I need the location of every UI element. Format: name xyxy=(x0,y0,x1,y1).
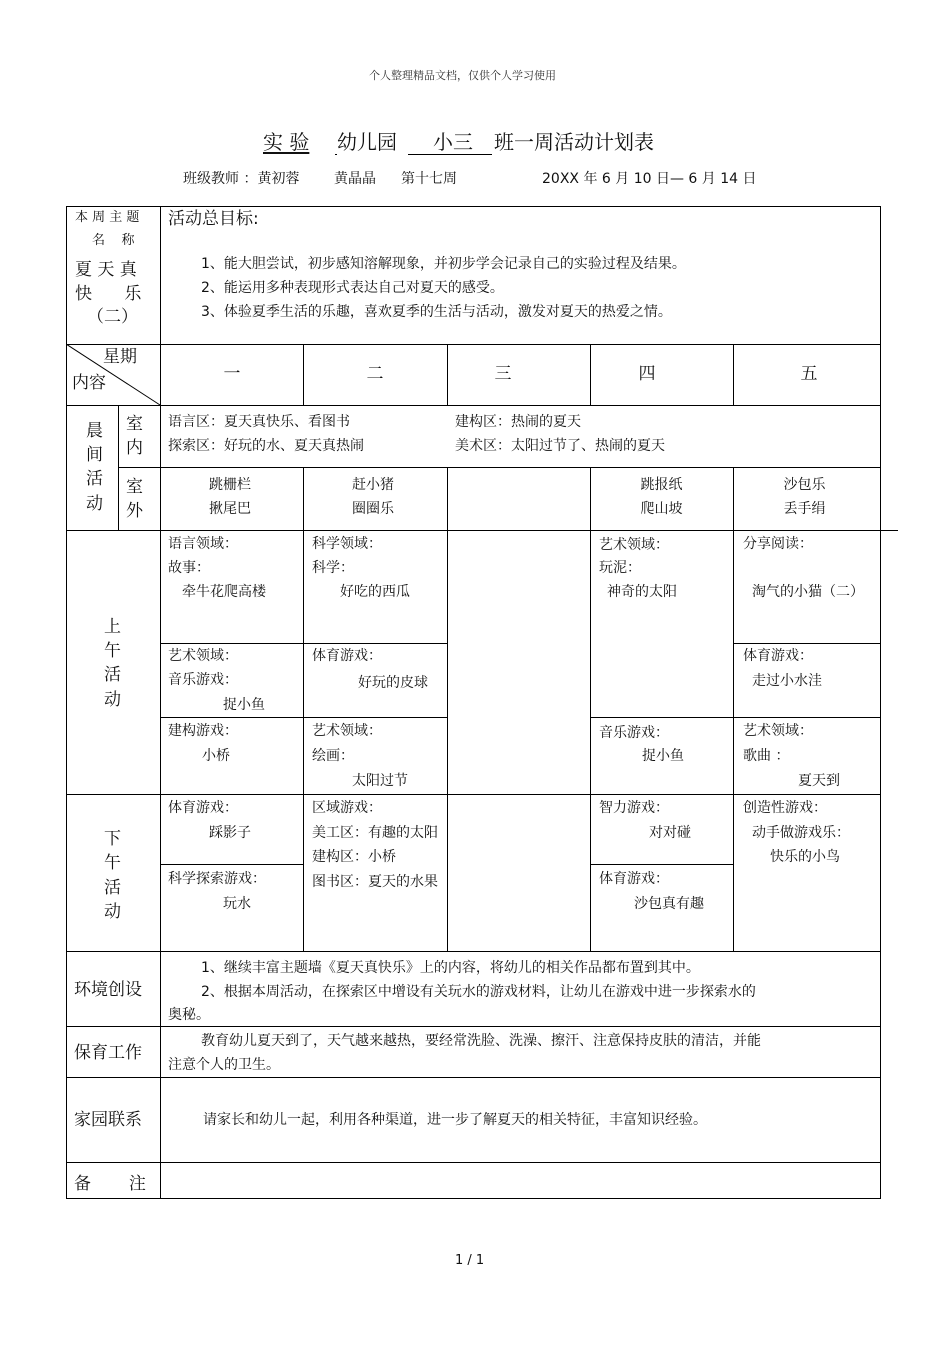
header-note: 个人整理精品文档，仅供个人学习使用 xyxy=(369,69,556,82)
title-underline-1 xyxy=(335,154,337,155)
outdoor-thu-1: 跳报纸 xyxy=(640,477,683,493)
title-part3: 小三 xyxy=(433,130,473,154)
pm-mon-r1-title: 踩影子 xyxy=(209,825,251,841)
corner-weekday-label: 星期 xyxy=(103,347,137,367)
pm-tue-type: 区域游戏： xyxy=(312,800,382,816)
indoor-area-construction: 建构区：热闹的夏天 xyxy=(455,414,581,430)
pm-mon-r2-type: 科学探索游戏： xyxy=(168,871,266,887)
am-tue-r1-type: 科学： xyxy=(312,560,354,576)
morning-label-4: 动 xyxy=(86,494,103,514)
day-header-thu: 四 xyxy=(638,364,656,384)
am-label-3: 活 xyxy=(104,665,121,685)
indoor-area-explore: 探索区：好玩的水、夏天真热闹 xyxy=(168,438,364,454)
pm-label-1: 下 xyxy=(104,829,121,849)
am-label-2: 午 xyxy=(104,641,121,661)
am-label-1: 上 xyxy=(104,617,121,637)
am-thu-r1-type: 玩泥： xyxy=(599,560,641,576)
pm-label-2: 午 xyxy=(104,853,121,873)
page-number: 1 / 1 xyxy=(455,1253,485,1268)
pm-tue-line3: 图书区：夏天的水果 xyxy=(312,874,438,890)
theme-name-line3: （二） xyxy=(87,307,138,327)
am-fri-r1-type: 分享阅读： xyxy=(743,536,813,552)
goal-item-1: 1、能大胆尝试，初步感知溶解现象，并初步学会记录自己的实验过程及结果。 xyxy=(201,256,686,272)
day-header-tue: 二 xyxy=(366,364,384,384)
am-tue-r2-title: 好玩的皮球 xyxy=(358,675,428,691)
pm-tue-line1: 美工区：有趣的太阳 xyxy=(312,825,438,841)
pm-mon-r1-type: 体育游戏： xyxy=(168,800,238,816)
outdoor-mon-1: 跳栅栏 xyxy=(209,477,251,493)
am-fri-r2-title: 走过小水洼 xyxy=(752,673,822,689)
pm-thu-r1-title: 对对碰 xyxy=(649,825,691,841)
am-mon-r3-title: 小桥 xyxy=(202,748,230,764)
am-thu-r3-title: 捉小鱼 xyxy=(642,748,684,764)
am-fri-r2-type: 体育游戏： xyxy=(743,648,813,664)
am-mon-r1-title: 牵牛花爬高楼 xyxy=(182,584,266,600)
am-thu-r1-title: 神奇的太阳 xyxy=(607,584,677,600)
care-line-2: 注意个人的卫生。 xyxy=(168,1057,280,1073)
outdoor-tue-1: 赶小猪 xyxy=(352,477,394,493)
theme-name-line2: 快 乐 xyxy=(75,284,142,304)
environment-label: 环境创设 xyxy=(74,980,142,1000)
am-fri-r3-title: 夏天到 xyxy=(798,773,840,789)
am-tue-r2-type: 体育游戏： xyxy=(312,648,382,664)
pm-tue-line2: 建构区：小桥 xyxy=(312,849,396,865)
morning-label-3: 活 xyxy=(86,469,103,489)
pm-thu-r2-title: 沙包真有趣 xyxy=(634,896,704,912)
outdoor-mon-2: 揪尾巴 xyxy=(209,501,251,517)
goals-heading: 活动总目标: xyxy=(168,209,259,229)
day-header-wed: 三 xyxy=(494,364,512,384)
am-label-4: 动 xyxy=(104,690,121,710)
pm-thu-r2-type: 体育游戏： xyxy=(599,871,669,887)
am-mon-r3-type: 建构游戏： xyxy=(168,723,238,739)
title-part4: 班一周活动计划表 xyxy=(494,130,654,154)
am-tue-r1-title: 好吃的西瓜 xyxy=(340,584,410,600)
title-part1: 实 验 xyxy=(263,130,310,154)
environment-line-3: 奥秘。 xyxy=(168,1007,210,1023)
goal-item-3: 3、体验夏季生活的乐趣，喜欢夏季的生活与活动，激发对夏天的热爱之情。 xyxy=(201,304,672,320)
care-label: 保育工作 xyxy=(74,1043,142,1063)
theme-label-line2: 名 称 xyxy=(92,233,135,248)
teacher-2: 黄晶晶 xyxy=(334,171,376,187)
pm-fri-line2: 快乐的小鸟 xyxy=(770,849,840,865)
title-part2: 幼儿园 xyxy=(337,130,397,154)
outdoor-tue-2: 圈圈乐 xyxy=(352,501,394,517)
am-fri-r3-type: 歌曲 ： xyxy=(743,748,790,764)
morning-label-2: 间 xyxy=(86,445,103,465)
care-line-1: 教育幼儿夏天到了，天气越来越热，要经常洗脸、洗澡、擦汗、注意保持皮肤的清洁，并能 xyxy=(201,1033,761,1049)
week-label: 第十七周 xyxy=(401,171,457,187)
outdoor-fri-2: 丢手绢 xyxy=(783,501,826,517)
theme-name-line1: 夏 天 真 xyxy=(75,260,137,280)
indoor-label-2: 内 xyxy=(126,438,143,458)
pm-label-3: 活 xyxy=(104,878,121,898)
indoor-area-art: 美术区：太阳过节了、热闹的夏天 xyxy=(455,438,665,454)
day-header-mon: 一 xyxy=(223,364,241,384)
am-mon-r2-title: 捉小鱼 xyxy=(223,697,265,713)
morning-label-1: 晨 xyxy=(86,421,103,441)
pm-mon-r2-title: 玩水 xyxy=(223,896,251,912)
am-fri-r1-title: 淘气的小猫（二） xyxy=(752,584,864,600)
pm-fri-line1: 动手做游戏乐： xyxy=(752,825,850,841)
outdoor-thu-2: 爬山坡 xyxy=(640,501,683,517)
am-mon-r1-type: 故事： xyxy=(168,560,210,576)
pm-label-4: 动 xyxy=(104,902,121,922)
date-range: 20XX 年 6 月 10 日— 6 月 14 日 xyxy=(542,171,757,187)
family-label: 家园联系 xyxy=(74,1110,142,1130)
am-tue-r3-type: 绘画： xyxy=(312,748,354,764)
pm-fri-type: 创造性游戏： xyxy=(743,800,827,816)
corner-content-label: 内容 xyxy=(72,373,106,393)
remarks-label: 备 注 xyxy=(74,1174,146,1194)
am-tue-r3-title: 太阳过节 xyxy=(352,773,408,789)
outdoor-fri-1: 沙包乐 xyxy=(783,477,826,493)
outdoor-label-1: 室 xyxy=(126,477,143,497)
am-thu-r1-domain: 艺术领域： xyxy=(599,537,669,553)
outdoor-label-2: 外 xyxy=(126,501,143,521)
am-mon-r1-domain: 语言领域： xyxy=(168,536,238,552)
am-mon-r2-domain: 艺术领域： xyxy=(168,648,238,664)
pm-thu-r1-type: 智力游戏： xyxy=(599,800,669,816)
am-thu-r3-type: 音乐游戏： xyxy=(599,725,669,741)
page-title xyxy=(263,130,693,156)
indoor-label-1: 室 xyxy=(126,414,143,434)
theme-label-line1: 本 周 主 题 xyxy=(75,210,140,225)
am-tue-r1-domain: 科学领域： xyxy=(312,536,382,552)
am-tue-r3-domain: 艺术领域： xyxy=(312,723,382,739)
indoor-area-language: 语言区：夏天真快乐、看图书 xyxy=(168,414,350,430)
environment-line-1: 1、继续丰富主题墙《夏天真快乐》上的内容，将幼儿的相关作品都布置到其中。 xyxy=(201,960,700,976)
goal-item-2: 2、能运用多种表现形式表达自己对夏天的感受。 xyxy=(201,280,504,296)
day-header-fri: 五 xyxy=(800,364,818,384)
environment-line-2: 2、根据本周活动，在探索区中增设有关玩水的游戏材料，让幼儿在游戏中进一步探索水的 xyxy=(201,984,756,1000)
am-fri-r3-domain: 艺术领域： xyxy=(743,723,813,739)
teacher-label: 班级教师 ：黄初蓉 xyxy=(183,171,300,187)
family-text: 请家长和幼儿一起，利用各种渠道，进一步了解夏天的相关特征，丰富知识经验。 xyxy=(203,1112,707,1128)
am-mon-r2-type: 音乐游戏： xyxy=(168,672,238,688)
title-underline-2 xyxy=(408,154,492,155)
